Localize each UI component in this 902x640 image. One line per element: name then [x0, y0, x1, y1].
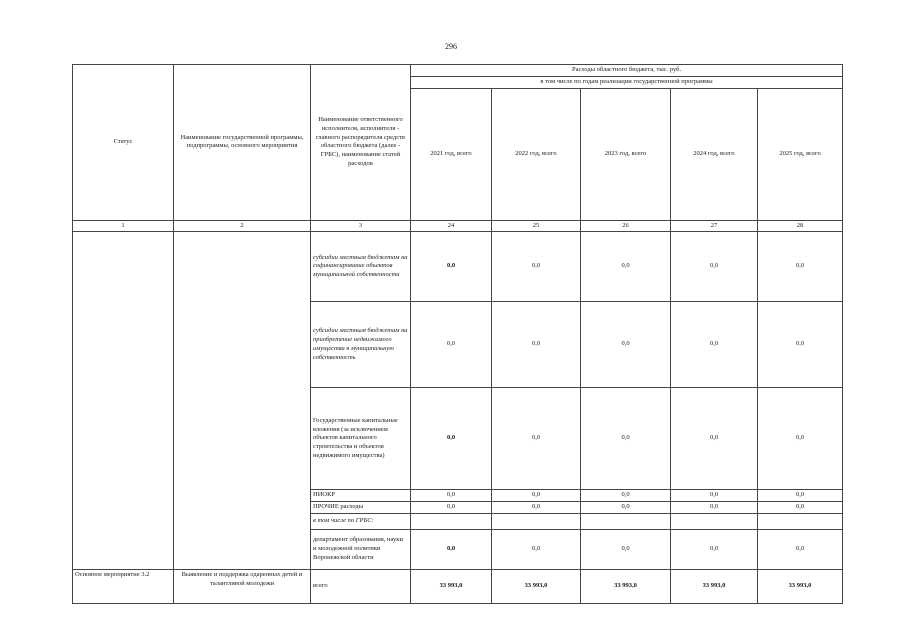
row-value: 33 993,0 [492, 569, 581, 603]
row-value: 0,0 [492, 529, 581, 569]
row-label: Государственные капитальные вложения (за исключением объектов капитального строительства и объектов недвижимого имущества) [311, 388, 411, 490]
header-year: 2022 год, всего [492, 88, 581, 220]
empty-cell [671, 513, 758, 529]
row-value: 0,0 [581, 232, 671, 302]
row-value: 0,0 [758, 490, 843, 502]
row-value: 33 993,0 [581, 569, 671, 603]
row-value: 0,0 [758, 529, 843, 569]
row-value: 0,0 [581, 302, 671, 388]
status-main-event: Основное мероприятие 3.2 [73, 569, 174, 603]
row-value: 0,0 [758, 232, 843, 302]
row-value: 0,0 [581, 502, 671, 514]
header-year: 2024 год, всего [671, 88, 758, 220]
row-value: 0,0 [671, 502, 758, 514]
header-executor: Наименование ответственного исполнителя, исполнителя - главного распорядителя средств областного бюджета (далее - ГРБС), наименование статей расходов [311, 65, 411, 221]
row-value: 0,0 [492, 502, 581, 514]
header-year: 2021 год, всего [411, 88, 492, 220]
row-value: 0,0 [671, 529, 758, 569]
header-subgroup-title: в том числе по годам реализации государственной программы [411, 76, 843, 88]
row-value: 33 993,0 [411, 569, 492, 603]
column-number: 25 [492, 220, 581, 232]
row-label: субсидии местным бюджетам на приобретение недвижимого имущества в муниципальную собственность [311, 302, 411, 388]
row-label: департамент образования, науки и молодежной политики Воронежской области [311, 529, 411, 569]
empty-cell [411, 513, 492, 529]
row-value: 0,0 [492, 490, 581, 502]
row-value: 33 993,0 [758, 569, 843, 603]
column-number: 2 [174, 220, 311, 232]
header-status: Статус [73, 65, 174, 221]
row-label: всего [311, 569, 411, 603]
main-event-name: Выявление и поддержка одаренных детей и талантливой молодежи [174, 569, 311, 603]
column-number: 3 [311, 220, 411, 232]
row-value: 0,0 [581, 490, 671, 502]
name-cell-empty [174, 232, 311, 570]
row-value: 0,0 [411, 232, 492, 302]
row-label: НИОКР [311, 490, 411, 502]
row-value: 0,0 [492, 232, 581, 302]
row-value: 0,0 [411, 302, 492, 388]
column-number: 27 [671, 220, 758, 232]
row-value: 33 993,0 [671, 569, 758, 603]
row-value: 0,0 [758, 302, 843, 388]
row-value: 0,0 [411, 502, 492, 514]
row-value: 0,0 [411, 490, 492, 502]
budget-table [72, 64, 843, 604]
row-value: 0,0 [671, 232, 758, 302]
header-year: 2025 год, всего [758, 88, 843, 220]
column-number: 28 [758, 220, 843, 232]
row-value: 0,0 [671, 302, 758, 388]
row-value: 0,0 [581, 529, 671, 569]
row-label: в том числе по ГРБС: [311, 513, 411, 529]
row-value: 0,0 [758, 502, 843, 514]
header-year: 2023 год, всего [581, 88, 671, 220]
header-name: Наименование государственной программы, подпрограммы, основного мероприятия [174, 65, 311, 221]
row-label: ПРОЧИЕ расходы [311, 502, 411, 514]
empty-cell [492, 513, 581, 529]
empty-cell [581, 513, 671, 529]
page-number: 296 [445, 42, 457, 51]
empty-cell [758, 513, 843, 529]
row-value: 0,0 [411, 388, 492, 490]
column-number: 26 [581, 220, 671, 232]
row-value: 0,0 [758, 388, 843, 490]
row-value: 0,0 [581, 388, 671, 490]
row-value: 0,0 [492, 388, 581, 490]
column-number: 24 [411, 220, 492, 232]
header-group-title: Расходы областного бюджета, тыс. руб. [411, 65, 843, 77]
row-value: 0,0 [492, 302, 581, 388]
status-cell-empty [73, 232, 174, 570]
row-value: 0,0 [671, 388, 758, 490]
row-value: 0,0 [671, 490, 758, 502]
column-number: 1 [73, 220, 174, 232]
row-value: 0,0 [411, 529, 492, 569]
row-label: субсидии местным бюджетам на софинансирование объектов муниципальной собственности [311, 232, 411, 302]
